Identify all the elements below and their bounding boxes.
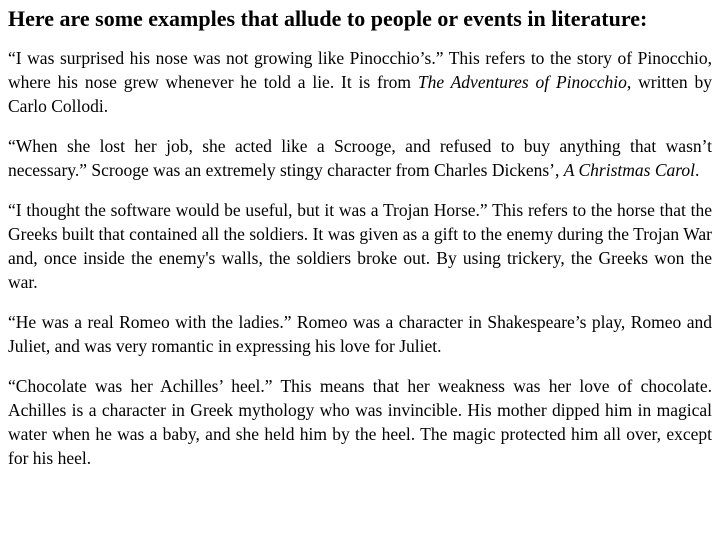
example-explanation: This refers to the horse that the Greeks built that contained all the soldiers. It was given as a gift to the enemy during the Trojan War and, once inside the enemy's walls, the soldiers broke out. By using trickery, the Greeks won the war. [8, 200, 712, 292]
example-trojan-horse [8, 198, 712, 294]
example-explanation-end: , written by Carlo Collodi. [8, 72, 712, 116]
example-quote: “Chocolate was her Achilles’ heel.” [8, 376, 273, 396]
example-explanation: This means that her weakness was her love of chocolate. Achilles is a character in Greek mythology who was invincible. His mother dipped him in magical water when he was a baby, and she held him by the heel. The magic protected him all over, except for his heel. [8, 376, 712, 468]
book-title: A Christmas Carol [563, 160, 696, 180]
example-quote: “When she lost her job, she acted like a Scrooge, and refused to buy anything that wasn’t necessary.” [8, 136, 712, 180]
example-achilles [8, 374, 712, 470]
example-explanation: Scrooge was an extremely stingy character from Charles Dickens’, [87, 160, 564, 180]
example-quote: “I was surprised his nose was not growing like Pinocchio’s.” [8, 48, 444, 68]
example-quote: “He was a real Romeo with the ladies.” [8, 312, 292, 332]
example-explanation: Romeo was a character in Shakespeare’s play, Romeo and Juliet, and was very romantic in expressing his love for Juliet. [8, 312, 712, 356]
example-explanation-end: . [695, 160, 700, 180]
book-title: The Adventures of Pinocchio [417, 72, 627, 92]
example-quote: “I thought the software would be useful, but it was a Trojan Horse.” [8, 200, 488, 220]
page-title: Here are some examples that allude to people or events in literature: [8, 6, 648, 31]
example-pinocchio [8, 46, 712, 118]
example-romeo [8, 310, 712, 358]
example-explanation: This refers to the story of Pinocchio, where his nose grew whenever he told a lie. It is from [8, 48, 713, 92]
example-scrooge [8, 134, 712, 182]
